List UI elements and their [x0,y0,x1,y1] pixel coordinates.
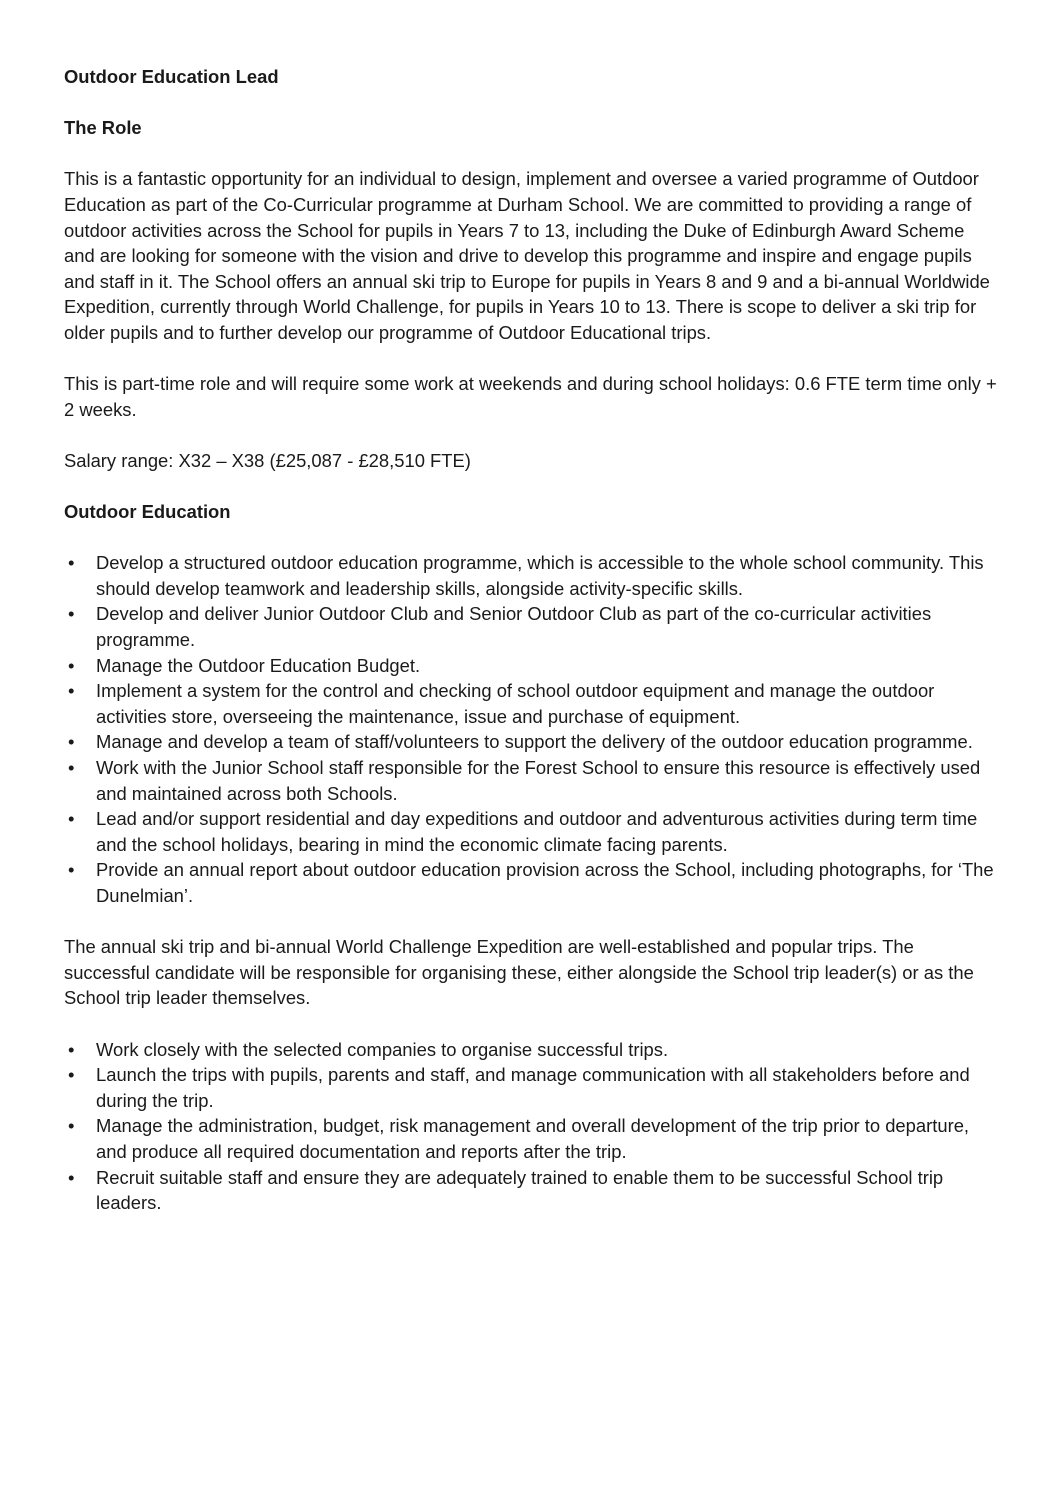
bullet-icon: • [68,859,75,881]
list-item [64,653,998,679]
outdoor-education-list [64,550,998,908]
bullet-icon: • [68,603,75,625]
outdoor-education-heading: Outdoor Education [64,501,231,523]
list-item [64,1062,998,1113]
spacer [64,346,998,372]
list-item-text: Launch the trips with pupils, parents and staff, and manage communication with all stakeholders before and during the trip. [96,1064,970,1111]
bullet-icon: • [68,654,75,676]
list-item [64,678,998,729]
spacer [64,474,998,500]
bullet-icon: • [68,680,75,702]
list-item [64,857,998,908]
spacer [64,525,998,551]
bullet-icon: • [68,1064,75,1086]
intro-paragraph: This is a fantastic opportunity for an individual to design, implement and oversee a varied programme of Outdoor Education as part of the Co-Curricular programme at Durham School. We are committed to providing a range of outdoor activities across the School for pupils in Years 7 to 13, including the Duke of Edinburgh Award Scheme and are looking for someone with the vision and drive to develop this programme and inspire and engage pupils and staff in it. The School offers an annual ski trip to Europe for pupils in Years 8 and 9 and a bi-annual Worldwide Expedition, currently through World Challenge, for pupils in Years 10 to 13. There is scope to deliver a ski trip for older pupils and to further develop our programme of Outdoor Educational trips. [64,168,990,343]
trips-paragraph: The annual ski trip and bi-annual World Challenge Expedition are well-established and popular trips. The successful candidate will be responsible for organising these, either alongside the School trip leader(s) or as the School trip leader themselves. [64,936,974,1009]
spacer [64,422,998,448]
bullet-icon: • [68,808,75,830]
role-heading: The Role [64,117,142,139]
list-item [64,755,998,806]
list-item [64,729,998,755]
bullet-icon: • [68,1115,75,1137]
list-item-text: Implement a system for the control and checking of school outdoor equipment and manage the outdoor activities store, overseeing the maintenance, issue and purchase of equipment. [96,680,935,727]
list-item-text: Develop a structured outdoor education programme, which is accessible to the whole school community. This should develop teamwork and leadership skills, alongside activity-specific skills. [96,552,984,599]
list-item-text: Manage and develop a team of staff/volunteers to support the delivery of the outdoor education programme. [96,731,973,753]
spacer [64,909,998,935]
trips-list [64,1037,998,1216]
spacer [64,1011,998,1037]
list-item [64,806,998,857]
spacer [64,90,998,116]
bullet-icon: • [68,1166,75,1188]
document-title: Outdoor Education Lead [64,66,279,87]
bullet-icon: • [68,731,75,753]
list-item-text: Work with the Junior School staff responsible for the Forest School to ensure this resource is effectively used and maintained across both Schools. [96,757,981,804]
list-item-text: Manage the Outdoor Education Budget. [96,654,421,676]
list-item-text: Provide an annual report about outdoor education provision across the School, including photographs, for ‘The Dunelmian’. [96,859,994,906]
part-time-paragraph: This is part-time role and will require some work at weekends and during school holidays: 0.6 FTE term time only + 2 weeks. [64,373,997,420]
list-item [64,550,998,601]
list-item [64,1037,998,1063]
salary-paragraph: Salary range: X32 – X38 (£25,087 - £28,510 FTE) [64,449,471,471]
bullet-icon: • [68,757,75,779]
list-item [64,1113,998,1164]
list-item [64,601,998,652]
list-item-text: Manage the administration, budget, risk management and overall development of the trip prior to departure, and produce all required documentation and reports after the trip. [96,1115,970,1162]
list-item-text: Develop and deliver Junior Outdoor Club and Senior Outdoor Club as part of the co-curricular activities programme. [96,603,932,651]
list-item-text: Lead and/or support residential and day expeditions and outdoor and adventurous activities during term time and the school holidays, bearing in mind the economic climate facing parents. [96,808,978,855]
list-item-text: Work closely with the selected companies to organise successful trips. [96,1038,669,1060]
list-item [64,1165,998,1216]
list-item-text: Recruit suitable staff and ensure they are adequately trained to enable them to be successful School trip leaders. [96,1166,944,1214]
spacer [64,141,998,167]
bullet-icon: • [68,1038,75,1060]
bullet-icon: • [68,552,75,574]
